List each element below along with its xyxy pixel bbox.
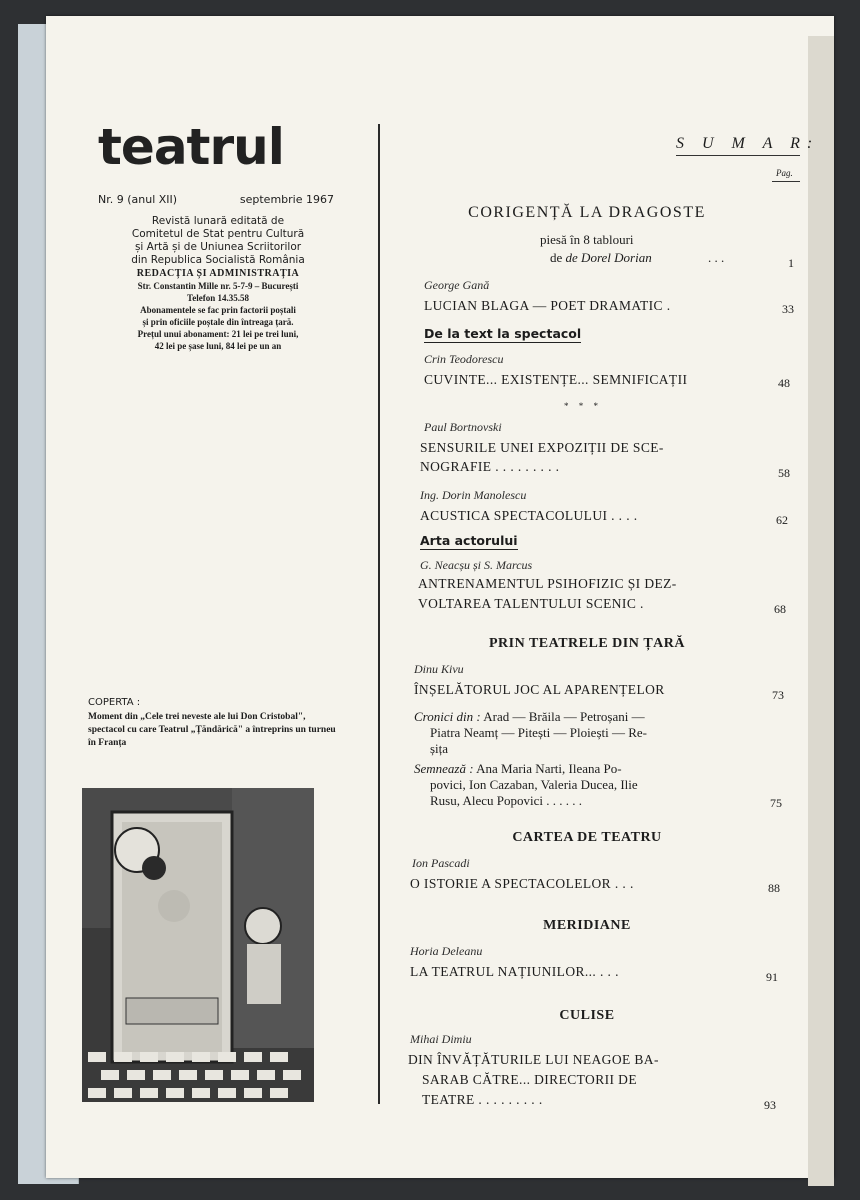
toc-title-continued: NOGRAFIE . . . . . . . . . <box>420 459 560 474</box>
toc-title: ÎNȘELĂTORUL JOC AL APARENȚELOR <box>414 682 665 697</box>
issue-number: Nr. 9 (anul XII) <box>98 193 178 206</box>
toc-author: Dinu Kivu <box>414 662 464 676</box>
toc-author: Ing. Dorin Manolescu <box>420 488 527 502</box>
main-play-subtitle: piesă în 8 tablouri <box>540 232 634 247</box>
signers-label: Semnează : <box>414 761 474 776</box>
toc-title: ACUSTICA SPECTACOLULUI . . . . <box>420 508 638 523</box>
page-number: 88 <box>768 881 780 895</box>
toc-author: George Gană <box>424 278 490 292</box>
toc-title-continued: SARAB CĂTRE... DIRECTORII DE <box>422 1072 637 1087</box>
signers-line: povici, Ion Cazaban, Valeria Ducea, Ilie <box>430 777 638 792</box>
toc-title-continued: TEATRE . . . . . . . . . <box>422 1092 543 1107</box>
toc-heading: S U M A R: <box>676 135 820 152</box>
toc-title: CUVINTE... EXISTENȚE... SEMNIFICAȚII <box>424 372 688 387</box>
dot-leader: . . . <box>708 250 725 265</box>
toc-author: G. Neacșu și S. Marcus <box>420 558 533 572</box>
subscription-line: 42 lei pe șase luni, 84 lei pe un an <box>154 341 282 351</box>
toc-title: LUCIAN BLAGA — POET DRAMATIC . <box>424 298 671 313</box>
toc-author: Paul Bortnovski <box>424 420 502 434</box>
chronicles-line: Piatra Neamț — Pitești — Ploiești — Re- <box>430 725 648 740</box>
chronicles-label: Cronici din : <box>414 709 481 724</box>
main-play-title: CORIGENȚĂ LA DRAGOSTE <box>468 204 706 221</box>
section-heading: MERIDIANE <box>543 918 631 933</box>
toc-author: Mihai Dimiu <box>410 1032 472 1046</box>
address: Str. Constantin Mille nr. 5-7-9 – București <box>137 281 299 291</box>
page-number: 91 <box>766 970 778 984</box>
section-heading: Arta actorului <box>420 533 518 548</box>
section-heading: CARTEA DE TEATRU <box>512 830 662 845</box>
toc-title: ANTRENAMENTUL PSIHOFIZIC ȘI DEZ- <box>418 576 677 591</box>
issue-info <box>98 193 334 206</box>
subscription-line: Abonamentele se fac prin factorii poștali <box>140 305 296 315</box>
toc-title: LA TEATRUL NAȚIUNILOR... . . . <box>410 964 619 979</box>
section-heading: CULISE <box>559 1008 615 1023</box>
phone: Telefon 14.35.58 <box>187 293 249 303</box>
section-heading: De la text la spectacol <box>424 326 582 341</box>
signers-line: Rusu, Alecu Popovici . . . . . . <box>430 793 583 808</box>
page-number: 75 <box>770 796 782 810</box>
puppet-scene-image <box>82 788 314 1102</box>
signers-line <box>414 762 622 776</box>
issue-date: septembrie 1967 <box>239 193 334 206</box>
cover-photo <box>82 788 314 1102</box>
toc-title-continued: VOLTAREA TALENTULUI SCENIC . <box>418 596 644 611</box>
toc-author: Crin Teodorescu <box>424 352 504 366</box>
toc-author: Horia Deleanu <box>410 944 483 958</box>
page-number: 58 <box>778 466 790 480</box>
chronicles-line: șița <box>430 741 449 756</box>
page-number: 1 <box>788 256 794 270</box>
page-number: 33 <box>782 302 794 316</box>
subscription-line: și prin oficiile poștale din întreaga țară. <box>142 317 294 327</box>
chronicles-cities: Arad — Brăila — Petroșani — <box>480 709 645 724</box>
magazine-logo: teatrul <box>98 118 284 176</box>
toc-author: Ion Pascadi <box>412 856 470 870</box>
main-author-name: de Dorel Dorian <box>565 250 652 265</box>
cover-label: COPERTA : <box>88 697 141 708</box>
page-number: 68 <box>774 602 786 616</box>
section-heading: PRIN TEATRELE DIN ȚARĂ <box>488 636 685 651</box>
page-number: 93 <box>764 1098 776 1112</box>
cover-caption: Moment din „Cele trei neveste ale lui Don Cristobal", spectacol cu care Teatrul „Țăndărică" a întreprins un turneu în Franța <box>88 712 336 748</box>
page-number: 73 <box>772 688 784 702</box>
page-edge <box>808 36 834 1186</box>
publisher-info <box>90 215 346 352</box>
subscription-line: Prețul unui abonament: 21 lei pe trei luni, <box>137 329 299 339</box>
toc-heading-rule <box>676 155 800 156</box>
page-number: 48 <box>778 376 790 390</box>
separator-stars: * * * <box>564 401 602 411</box>
signers-names: Ana Maria Narti, Ileana Po- <box>473 761 622 776</box>
column-divider <box>378 124 380 1104</box>
main-play-author: de de Dorel Dorian <box>550 250 652 265</box>
toc-title: SENSURILE UNEI EXPOZIȚII DE SCE- <box>420 440 664 455</box>
admin-heading: REDACȚIA ȘI ADMINISTRAȚIA <box>136 268 300 279</box>
chronicles-line <box>414 710 645 724</box>
page-column-label: Pag. <box>776 168 793 178</box>
page-number: 62 <box>776 513 788 527</box>
pub-line: Comitetul de Stat pentru Cultură <box>131 228 305 240</box>
pub-line: din Republica Socialistă România <box>131 254 305 266</box>
page-column-rule <box>772 181 800 182</box>
pub-line: și Artă și de Uniunea Scriitorilor <box>134 241 302 253</box>
pub-line: Revistă lunară editată de <box>151 215 285 227</box>
toc-title: O ISTORIE A SPECTACOLELOR . . . <box>410 876 634 891</box>
toc-title: DIN ÎNVĂȚĂTURILE LUI NEAGOE BA- <box>408 1052 659 1067</box>
